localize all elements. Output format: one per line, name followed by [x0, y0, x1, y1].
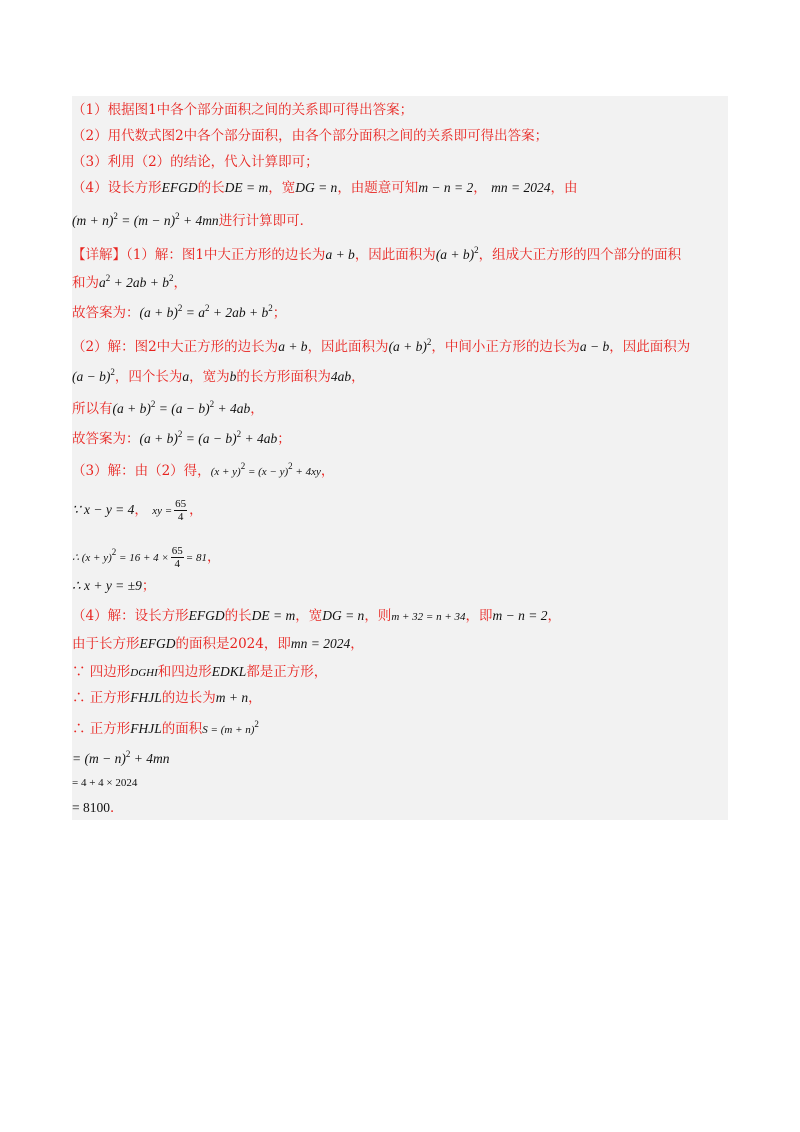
analysis-line-4: （4）设长方形EFGD的长DE = m，宽DG = n，由题意可知m − n = 2， mn = 2024，由: [72, 180, 578, 196]
detail-line-7: 故答案为：$(a + b)^2 = (a - b)^2 + 4ab$；: [72, 429, 291, 447]
analysis-line-1: （1）根据图1中各个部分面积之间的关系即可得出答案；: [72, 102, 414, 118]
detail-line-14: ∵ 四边形DGHI和四边形EDKL都是正方形，: [72, 664, 328, 680]
detail-line-16: ∴ 正方形FHJL的面积$S = (m + n)^2$: [72, 719, 259, 737]
solution-panel: [72, 96, 728, 820]
detail-line-4: （2）解：图2中大正方形的边长为a + b，因此面积为$(a + b)^2$，中间小正方形的边长为a − b，因此面积为: [72, 337, 691, 355]
fraction-65-4-b: $\frac{65}{4}$: [171, 545, 183, 570]
detail-line-13: 由于长方形EFGD的面积是2024，即mn = 2024，: [72, 636, 364, 652]
detail-line-6: 所以有$(a + b)^2 = (a - b)^2 + 4ab$，: [72, 399, 264, 417]
detail-line-18: = 4 + 4 × 2024: [72, 777, 138, 789]
detail-line-17: = $(m - n)^2 + 4mn$: [72, 749, 170, 766]
detail-line-3: 故答案为：$(a + b)^2 = a^2 + 2ab + b^2$；: [72, 303, 287, 321]
analysis-line-2: （2）用代数式图2中各个部分面积，由各个部分面积之间的关系即可得出答案；: [72, 128, 549, 144]
detail-line-12: （4）解：设长方形EFGD的长DE = m，宽DG = n，则m + 32 = n + 34，即m − n = 2，: [72, 608, 562, 624]
detail-line-5: $(a - b)^2$，四个长为a，宽为b的长方形面积为4ab，: [72, 367, 365, 385]
detail-line-10: ∴ $(x + y)^2 = 16 + 4$ × $\frac{65}{4}$ = 81，: [72, 545, 221, 570]
fraction-65-4: $\frac{65}{4}$: [175, 498, 187, 523]
detail-line-2: 和为$a^2 + 2ab + b^2$，: [72, 273, 187, 291]
detail-line-11: ∴ x + y = ±9；: [72, 578, 156, 594]
detail-line-1: 【详解】（1）解：图1中大正方形的边长为a + b，因此面积为$(a + b)^2$，组成大正方形的四个部分的面积: [72, 245, 682, 263]
detail-line-19: = 8100．: [72, 800, 124, 816]
detail-line-9: ∵ x − y = 4， xy = $\frac{65}{4}$ ，: [72, 498, 203, 523]
analysis-line-5: $(m + n)^2 = (m - n)^2 + 4mn$进行计算即可．: [72, 211, 314, 229]
analysis-line-3: （3）利用（2）的结论，代入计算即可；: [72, 154, 319, 170]
detail-line-8: （3）解：由（2）得，$(x + y)^2 = (x - y)^2 + 4xy$，: [72, 461, 335, 479]
detail-line-15: ∴ 正方形FHJL的边长为m + n，: [72, 690, 262, 706]
